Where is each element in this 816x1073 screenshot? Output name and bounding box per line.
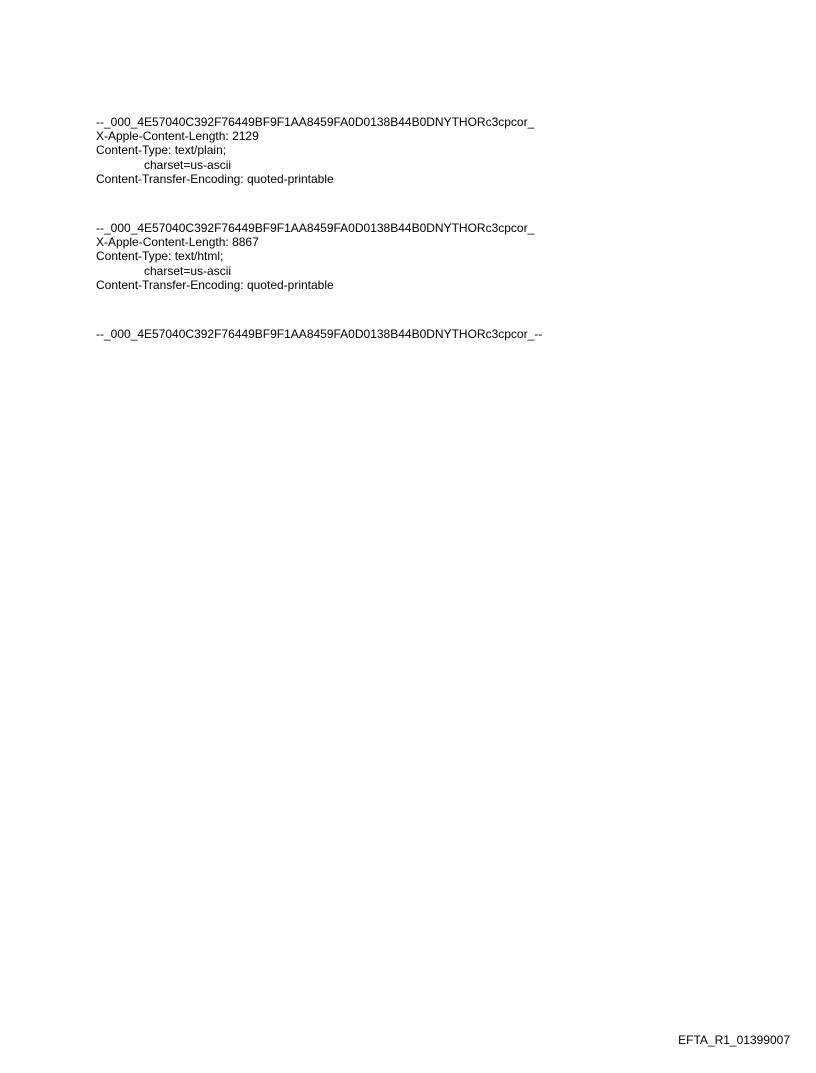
document-id-footer: EFTA_R1_01399007 bbox=[678, 1033, 790, 1047]
closing-boundary-line: --_000_4E57040C392F76449BF9F1AA8459FA0D0138B44B0DNYTHORc3cpcor_-- bbox=[96, 327, 543, 341]
boundary-line: --_000_4E57040C392F76449BF9F1AA8459FA0D0138B44B0DNYTHORc3cpcor_ bbox=[96, 221, 535, 235]
content-type-header: Content-Type: text/plain; bbox=[96, 143, 227, 158]
transfer-encoding-header: Content-Transfer-Encoding: quoted-printable bbox=[96, 171, 334, 186]
charset-header: charset=us-ascii bbox=[144, 263, 232, 278]
boundary-line: --_000_4E57040C392F76449BF9F1AA8459FA0D0138B44B0DNYTHORc3cpcor_ bbox=[96, 115, 535, 129]
content-type-header: Content-Type: text/html; bbox=[96, 249, 224, 264]
charset-header: charset=us-ascii bbox=[144, 157, 232, 172]
mime-part-html bbox=[96, 221, 534, 292]
content-length-header: X-Apple-Content-Length: 8867 bbox=[96, 235, 259, 250]
transfer-encoding-header: Content-Transfer-Encoding: quoted-printable bbox=[96, 277, 334, 292]
mime-part-plain bbox=[96, 115, 534, 186]
content-length-header: X-Apple-Content-Length: 2129 bbox=[96, 129, 259, 144]
